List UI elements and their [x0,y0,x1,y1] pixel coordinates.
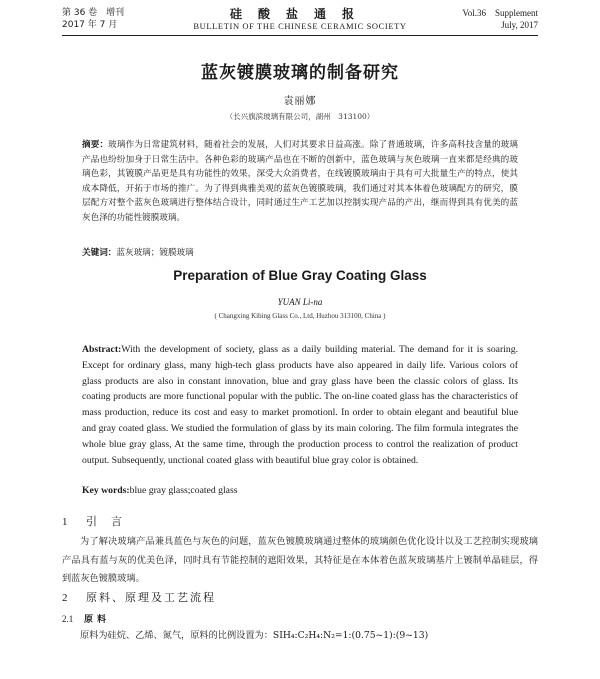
section-1-title: 引言 [86,515,136,528]
abstract-en [82,342,518,468]
abstract-en-label: Abstract: [82,344,122,355]
keywords-cn-label: 关键词： [82,248,117,258]
abstract-cn-label: 摘要： [82,140,109,150]
header-journal-cn: 硅酸盐通报 [229,7,370,21]
section-2-number: 2 [62,592,68,604]
abstract-cn-text: 玻璃作为日常建筑材料，随着社会的发展，人们对其要求日益高涨。除了普通玻璃，许多高科技含量的玻璃产品也纷纷加身于日常生活中。各种色彩的玻璃产品也在不断的创新中，蓝色玻璃与灰色玻璃一直来都是经典的玻璃色彩，其镀膜产品更是具有功能性的效果，深受大众消费者，在线镀膜玻璃由于具有可大批量生产的特点，使其成本降低，开拓于市场的推广。为了得到典雅美观的蓝灰色镀膜玻璃，我们通过对其本体着色玻璃配方的研究，膜层配方对整个蓝灰色玻璃进行整体结合设计，同时通过生产工艺加以控制实现产品的产出，继而得到具有优美的蓝灰色泽的功能性镀膜玻璃。 [82,140,518,223]
author-cn: 袁丽娜 [283,96,317,107]
section-1-number: 1 [62,516,68,528]
keywords-cn [82,246,518,260]
abstract-cn [82,138,518,226]
keywords-en-label: Key words: [82,485,130,496]
section-2-title: 原料、原理及工艺流程 [86,591,216,604]
running-header [62,7,538,37]
author-en: YUAN Li-na [277,297,323,307]
header-volume-en-line1: Vol.36 Supplement [462,8,538,18]
affiliation-en: ( Changxing Kibing Glass Co., Ltd, Huzhou 313100, China ) [214,312,386,320]
keywords-cn-text: 蓝灰玻璃；镀膜玻璃 [116,248,194,258]
keywords-en-text: blue gray glass;coated glass [129,485,238,496]
header-volume-en-line2: July, 2017 [501,20,538,30]
keywords-en [82,484,518,498]
subsection-2-1-paragraph: 原料为硅烷、乙烯、氮气，原料的比例设置为：SIH₄:C₂H₄:N₂=1:(0.75~1):(9~13) [80,630,429,641]
abstract-en-text: With the development of society, glass as a daily building material. The demand for it is soaring. Except for ordinary glass, many high-tech glass products have also appeared in daily life. Various colors of glass products are also in constant innovation, blue and gray glass have been the classic colors of glass. Its coating products are more functional popular with the public. The on-line coated glass has the characteristics of mass production, reduce its cost and easy to market promotionl. In order to obtain elegant and beautiful blue and gray coated glass. We studied the formulation of glass by its main coloring. The film formula integrates the whole blue gray glass, At the same time, through the production process to control the realization of product output. Subsequently, unctional coated glass with beautiful blue gray color is obtained. [82,344,518,466]
section-1-heading [62,513,136,529]
section-1-paragraph: 为了解决玻璃产品兼具蓝色与灰色的问题，蓝灰色镀膜玻璃通过整体的玻璃颜色优化设计以及工艺控制实现玻璃产品具有蓝与灰的优美色泽，同时具有节能控制的遮阳效果，其特征是在本体着色蓝灰玻璃基片上镀制单晶硅层，得到蓝灰色镀膜玻璃。 [62,536,538,585]
subsection-2-1-number: 2.1 [62,614,74,624]
paper-title-en: Preparation of Blue Gray Coating Glass [173,268,427,283]
header-journal-en: BULLETIN OF THE CHINESE CERAMIC SOCIETY [193,21,407,31]
section-2-heading [62,589,216,605]
header-rule [62,35,538,36]
header-volume-en [462,7,538,31]
header-volume: 第 36 卷 增刊 [62,8,125,18]
subsection-2-1-title: 原料 [84,615,111,625]
subsection-2-1-heading [62,612,110,625]
affiliation-cn: （长兴旗滨玻璃有限公司，湖州 313100） [225,112,375,121]
header-date: 2017 年 7 月 [62,20,118,30]
paper-title-cn: 蓝灰镀膜玻璃的制备研究 [201,63,399,83]
